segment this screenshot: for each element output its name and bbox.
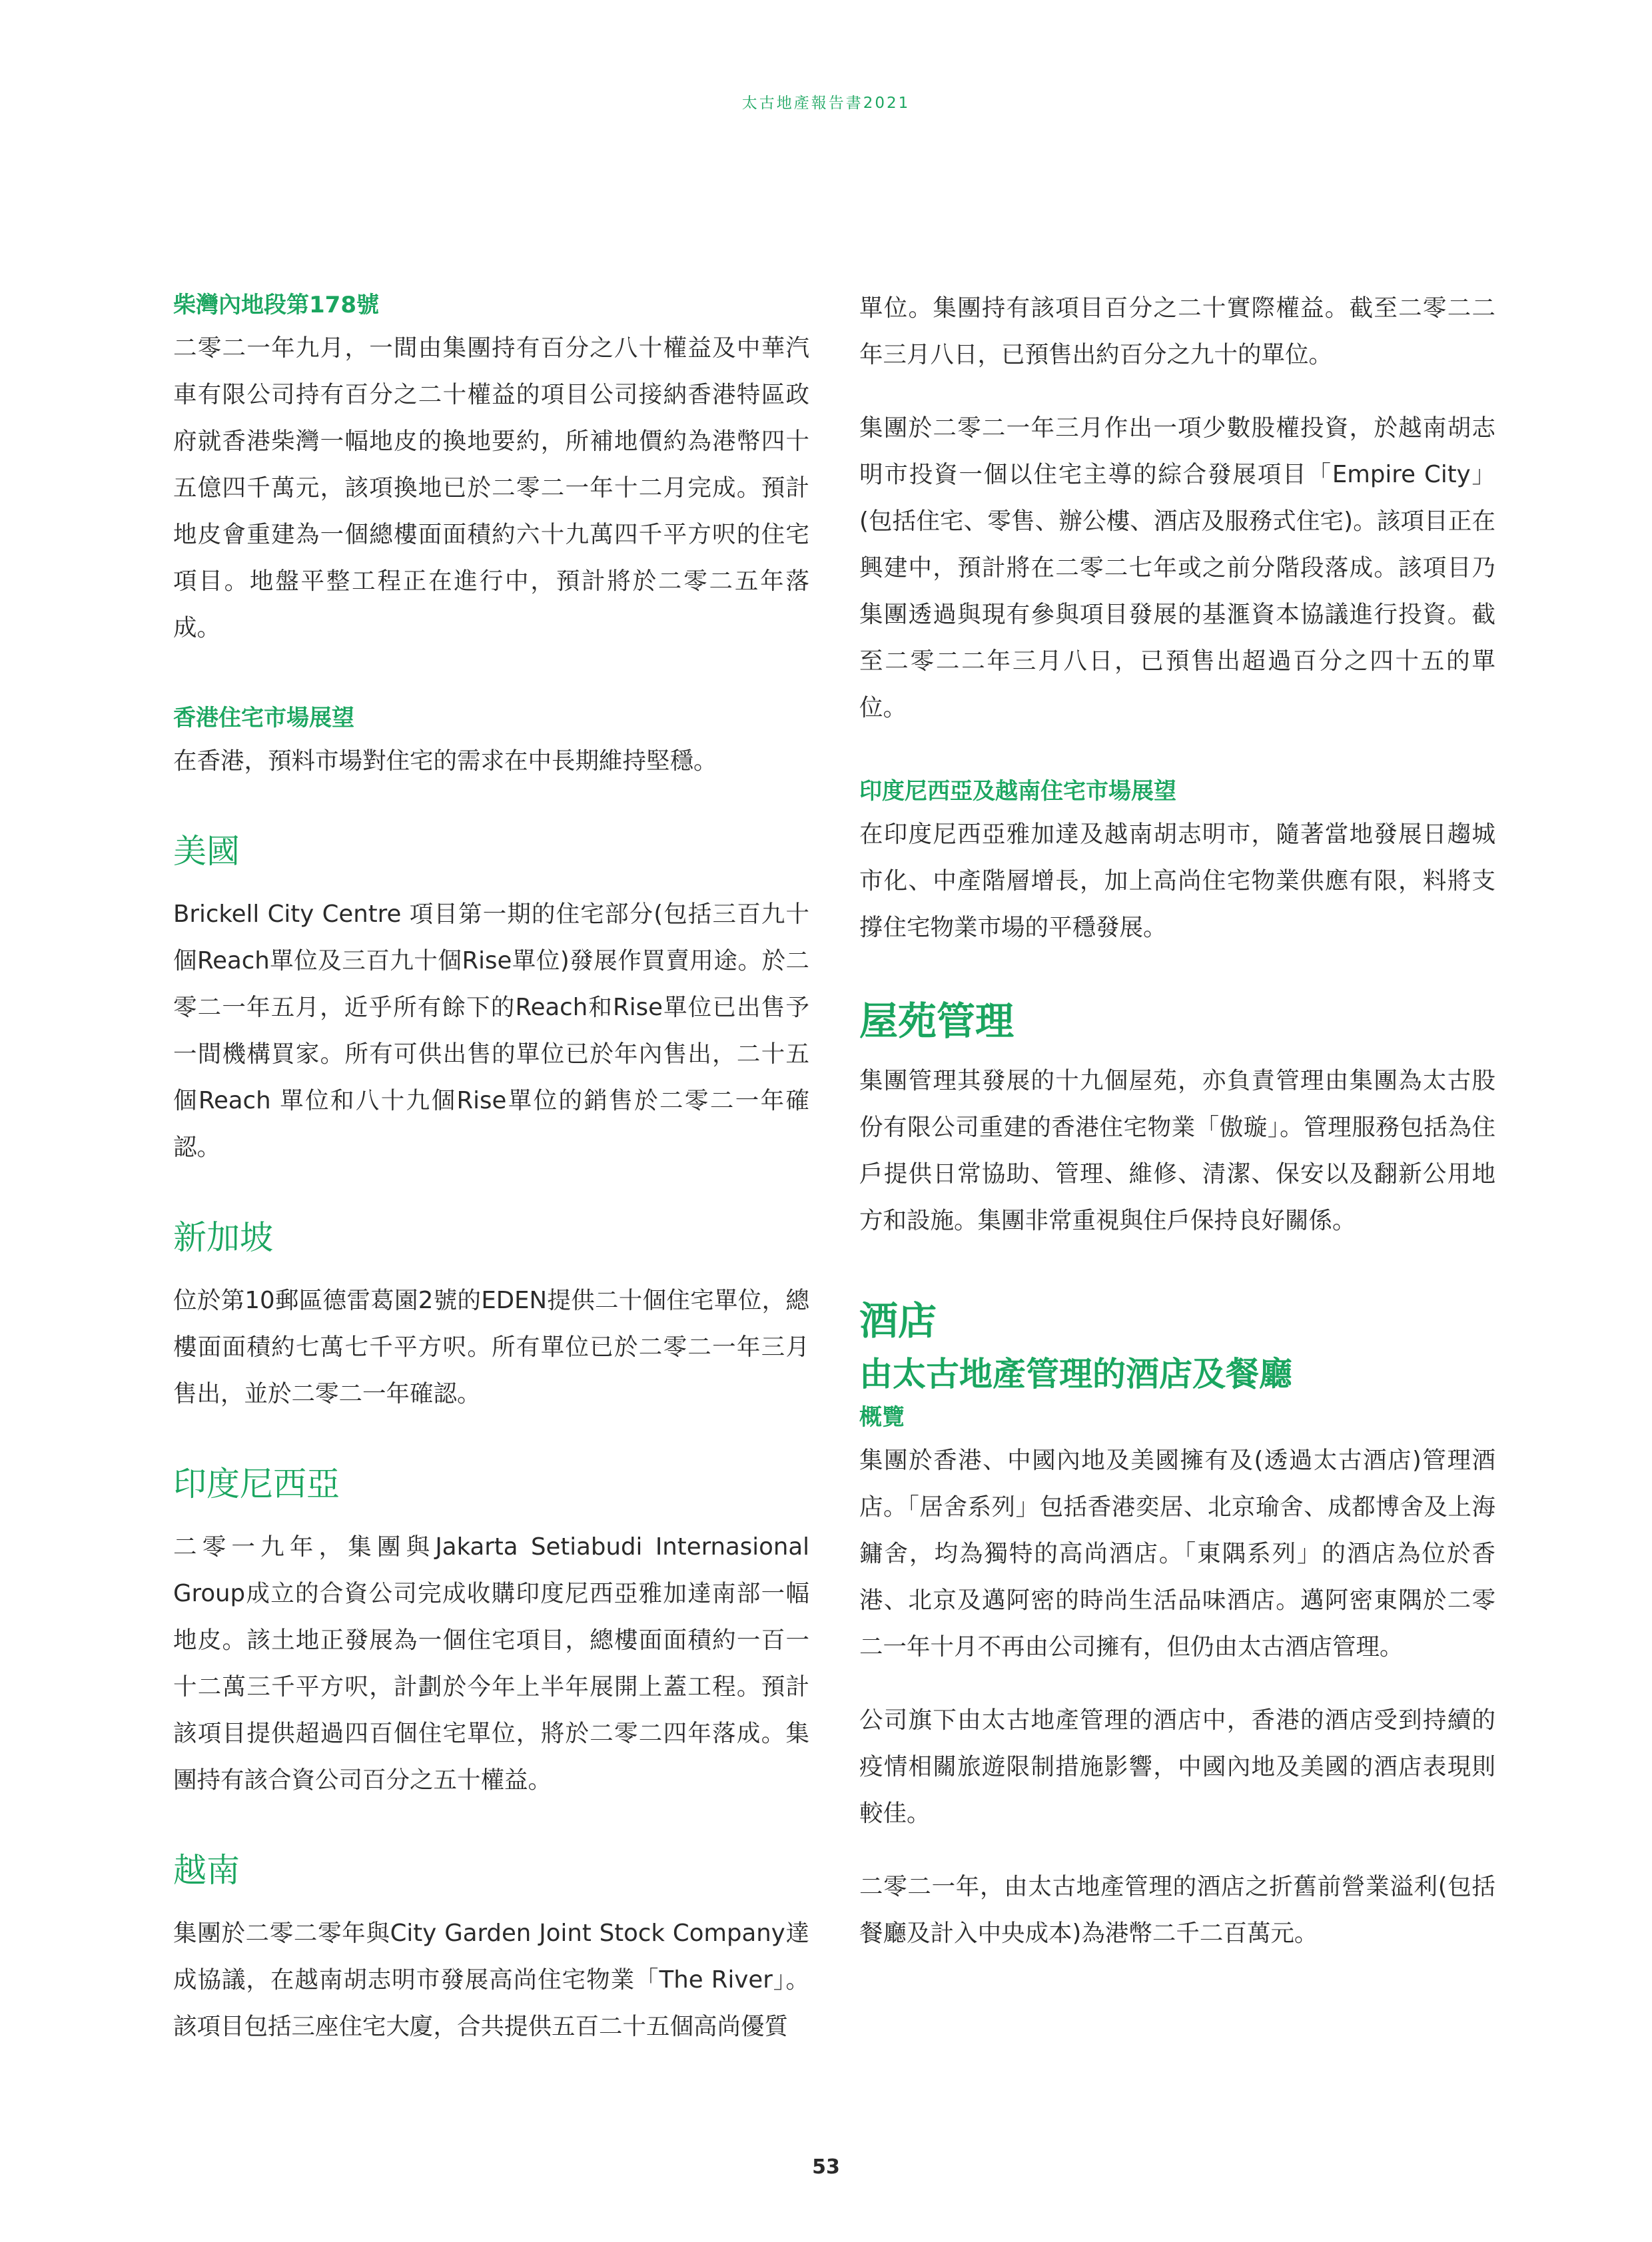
- indonesia-heading: 印度尼西亞: [173, 1465, 340, 1503]
- vietnam-heading: 越南: [173, 1851, 240, 1890]
- indo-vn-outlook-paragraph: 在印度尼西亞雅加達及越南胡志明市，隨著當地發展日趨城市化、中產階層增長，加上高尚住宅物業供應有限，料將支撐住宅物業市場的平穩發展。: [859, 821, 1495, 941]
- empire-city-paragraph: 集團於二零二一年三月作出一項少數股權投資，於越南胡志明市投資一個以住宅主導的綜合發展項目「Empire City」(包括住宅、零售、辦公樓、酒店及服務式住宅)。該項目正在興建中，預計將在二零二七年或之前分階段落成。該項目乃集團透過與現有參與項目發展的基滙資本協議進行投資。截至二零二二年三月八日，已預售出超過百分之四十五的單位。: [859, 414, 1495, 721]
- estate-management-paragraph: 集團管理其發展的十九個屋苑，亦負責管理由集團為太古股份有限公司重建的香港住宅物業「傲璇」。管理服務包括為住戶提供日常協助、管理、維修、清潔、保安以及翻新公用地方和設施。集團非常重視與住戶保持良好關係。: [859, 1067, 1495, 1234]
- left-column: [173, 285, 809, 2050]
- indonesia-paragraph: 二零一九年，集團與Jakarta Setiabudi Internasional Group成立的合資公司完成收購印度尼西亞雅加達南部一幅地皮。該土地正發展為一個住宅項目，總樓面面積約一百一十二萬三千平方呎，計劃於今年上半年展開上蓋工程。預計該項目提供超過四百個住宅單位，將於二零二四年落成。集團持有該合資公司百分之五十權益。: [173, 1533, 809, 1794]
- hk-outlook-heading: 香港住宅市場展望: [173, 705, 354, 731]
- singapore-paragraph: 位於第10郵區德雷葛園2號的EDEN提供二十個住宅單位，總樓面面積約七萬七千平方呎。所有單位已於二零二一年三月售出，並於二零二一年確認。: [173, 1287, 809, 1407]
- chaiwan-paragraph: 二零二一年九月，一間由集團持有百分之八十權益及中華汽車有限公司持有百分之二十權益的項目公司接納香港特區政府就香港柴灣一幅地皮的換地要約，所補地價約為港幣四十五億四千萬元，該項換地已於二零二一年十二月完成。預計地皮會重建為一個總樓面面積約六十九萬四千平方呎的住宅項目。地盤平整工程正在進行中，預計將於二零二五年落成。: [173, 334, 809, 641]
- indo-vn-outlook-heading: 印度尼西亞及越南住宅市場展望: [859, 778, 1176, 805]
- report-header: 太古地產報告書2021: [741, 95, 911, 112]
- vietnam-paragraph-continued: 單位。集團持有該項目百分之二十實際權益。截至二零二二年三月八日，已預售出約百分之九十的單位。: [859, 294, 1495, 368]
- covid-impact-paragraph: 公司旗下由太古地產管理的酒店中，香港的酒店受到持續的疫情相關旅遊限制措施影響，中國內地及美國的酒店表現則較佳。: [859, 1706, 1495, 1827]
- overview-paragraph: 集團於香港、中國內地及美國擁有及(透過太古酒店)管理酒店。「居舍系列」包括香港奕居、北京瑜舍、成都博舍及上海鏞舍，均為獨特的高尚酒店。「東隅系列」的酒店為位於香港、北京及邁阿密的時尚生活品味酒店。邁阿密東隅於二零二一年十月不再由公司擁有，但仍由太古酒店管理。: [859, 1447, 1495, 1661]
- chaiwan-heading: 柴灣內地段第178號: [173, 292, 379, 318]
- overview-heading: 概覽: [859, 1404, 905, 1431]
- vietnam-paragraph: 集團於二零二零年與City Garden Joint Stock Company達成協議，在越南胡志明市發展高尚住宅物業「The River」。該項目包括三座住宅大廈，合共提供五百二十五個高尚優質: [173, 1920, 809, 2040]
- hotels-sub-heading: 由太古地產管理的酒店及餐廳: [859, 1355, 1292, 1393]
- usa-heading: 美國: [173, 832, 240, 871]
- hk-outlook-paragraph: 在香港，預料市場對住宅的需求在中長期維持堅穩。: [173, 747, 717, 775]
- estate-management-heading: 屋苑管理: [859, 998, 1015, 1044]
- page-number: 53: [812, 2155, 840, 2179]
- hotel-profit-paragraph: 二零二一年，由太古地產管理的酒店之折舊前營業溢利(包括餐廳及計入中央成本)為港幣二千二百萬元。: [859, 1873, 1495, 1947]
- hotels-heading: 酒店: [859, 1298, 937, 1343]
- singapore-heading: 新加坡: [173, 1218, 273, 1257]
- usa-paragraph: Brickell City Centre 項目第一期的住宅部分(包括三百九十個Reach單位及三百九十個Rise單位)發展作買賣用途。於二零二一年五月，近乎所有餘下的Reach和Rise單位已出售予一間機構買家。所有可供出售的單位已於年內售出，二十五個Reach 單位和八十九個Rise單位的銷售於二零二一年確認。: [173, 901, 809, 1161]
- right-column: [859, 285, 1495, 1957]
